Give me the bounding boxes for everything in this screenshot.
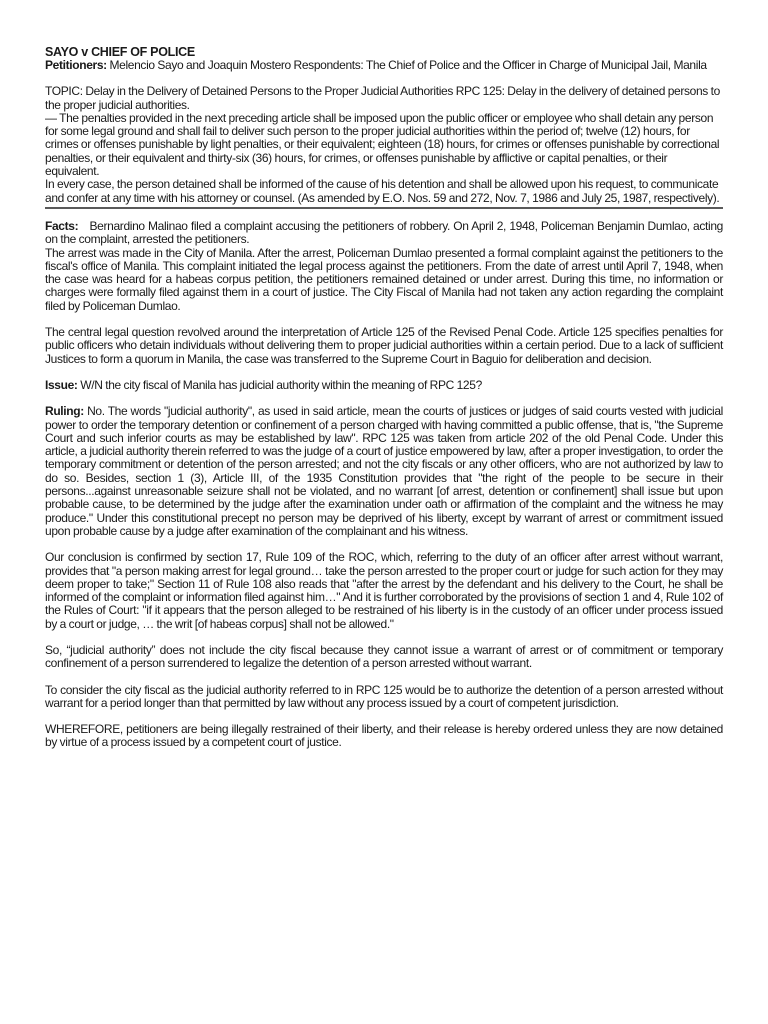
facts-paragraph-1 [45,220,723,247]
ruling-label: Ruling: [45,404,84,419]
issue-label: Issue: [45,377,78,392]
ruling-paragraph-1 [45,405,723,538]
facts-text-1: Bernardino Malinao filed a complaint accusing the petitioners of robbery. On April 2, 1948, Policeman Benjamin Dumlao, acting on the complaint, arrested the petitioners. [45,218,723,247]
topic-provision-2: In every case, the person detained shall be informed of the cause of his detention and shall be allowed upon his request, to communicate and confer at any time with his attorney or counsel. (As amended by E.O. Nos. 59 and 272, Nov. 7, 1986 and July 25, 1987, respectively). [45,177,720,205]
spacer [45,671,723,684]
section-divider [45,207,723,209]
ruling-paragraph-2: Our conclusion is confirmed by section 17, Rule 109 of the ROC, which, referring to the duty of an officer after arrest without warrant, provides that "a person making arrest for legal ground… take the person arrested to the proper court or judge for such action for they may deem proper to take;" Section 11 of Rule 108 also reads that "after the arrest by the defendant and his delivery to the Court, he shall be informed of the complaint or information filed against him…" And it is further corroborated by the provisions of section 1 and 4, Rule 102 of the Rules of Court: "if it appears that the person alleged to be restrained of his liberty is in the custody of an officer under process issued by a court or judge, … the writ [of habeas corpus] shall not be allowed." [45,550,723,631]
topic-provision: — The penalties provided in the next preceding article shall be imposed upon the public officer or employee who shall detain any person for some legal ground and shall fail to deliver such person to the proper judicial authorities within the period of; twelve (12) hours, for crimes or offenses punishable by light penalties, or their equivalent; eighteen (18) hours, for crimes or offenses punishable by correctional penalties, or their equivalent and thirty-six (36) hours, for crimes, or offenses punishable by afflictive or capital penalties, or their equivalent. [45,110,720,179]
ruling-paragraph-4: To consider the city fiscal as the judicial authority referred to in RPC 125 would be to authorize the detention of a person arrested without warrant for a period longer than that permitted by law without any process issued by a court of competent jurisdiction. [45,682,723,710]
petitioners-text: Melencio Sayo and Joaquin Mostero Respondents: The Chief of Police and the Officer in Charge of Municipal Jail, Manila [106,58,707,72]
ruling-paragraph-3: So, “judicial authority” does not include the city fiscal because they cannot issue a warrant of arrest or of commitment or temporary confinement of a person surrendered to legalize the detention of a person arrested without warrant. [45,642,723,671]
issue-text: W/N the city fiscal of Manila has judicial authority within the meaning of RPC 125? [77,377,482,392]
case-title: SAYO v CHIEF OF POLICE [45,45,195,59]
petitioners-label: Petitioners: [45,58,107,72]
parties [45,59,723,72]
topic-heading: TOPIC: Delay in the Delivery of Detained Persons to the Proper Judicial Authorities RPC 125: Delay in the delivery of detained persons to the proper judicial authorities. [45,84,720,112]
ruling-text-1: No. The words "judicial authority", as used in said article, mean the courts of justices or judges of said courts vested with judicial power to order the temporary detention or confinement of a person charged with having committed a public offense, that is, "the Supreme Court and such inferior courts as may be established by law". RPC 125 was taken from article 202 of the old Penal Code. Under this article, a judicial authority therein referred to was the judge of a court of justice empowered by law, after a proper investigation, to order the temporary commitment or detention of the person arrested; and not the city fiscals or any other officers, who are not authorized by law to do so. Besides, section 1 (3), Article III, of the 1935 Constitution provides that "the right of the people to be secure in their persons...against unreasonable seizure shall not be violated, and no warrant [of arrest, detention or confinement] shall issue but upon probable cause, to be determined by the judge after the examination under oath or affirmation of the complaint and the witness he may produce." Under this constitutional precept no person may be deprived of his liberty, except by warrant of arrest or commitment issued upon probable cause by a judge after examination of the complainant and his witness. [45,404,723,538]
facts-label: Facts: [45,218,79,233]
facts-paragraph-3: The central legal question revolved around the interpretation of Article 125 of the Revised Penal Code. Article 125 specifies penalties for public officers who detain individuals without delivering them to proper judicial authorities within a certain period. Due to a lack of sufficient Justices to form a quorum in Manila, the case was transferred to the Supreme Court in Baguio for deliberation and decision. [45,325,723,366]
document-page [45,45,723,750]
ruling-paragraph-5: WHEREFORE, petitioners are being illegally restrained of their liberty, and their release is hereby ordered unless they are now detained by virtue of a process issued by a competent court of justice. [45,722,723,750]
facts-paragraph-2: The arrest was made in the City of Manila. After the arrest, Policeman Dumlao presented a formal complaint against the petitioners to the fiscal's office of Manila. This complaint initiated the legal process against the petitioners. From the date of arrest until April 7, 1948, when the case was heard for a habeas corpus petition, the petitioners remained detained or under arrest. During this time, no information or charges were formally filed against them in a court of justice. The City Fiscal of Manila had not taken any action regarding the complaint filed by Policeman Dumlao. [45,245,723,313]
issue-paragraph [45,379,723,392]
